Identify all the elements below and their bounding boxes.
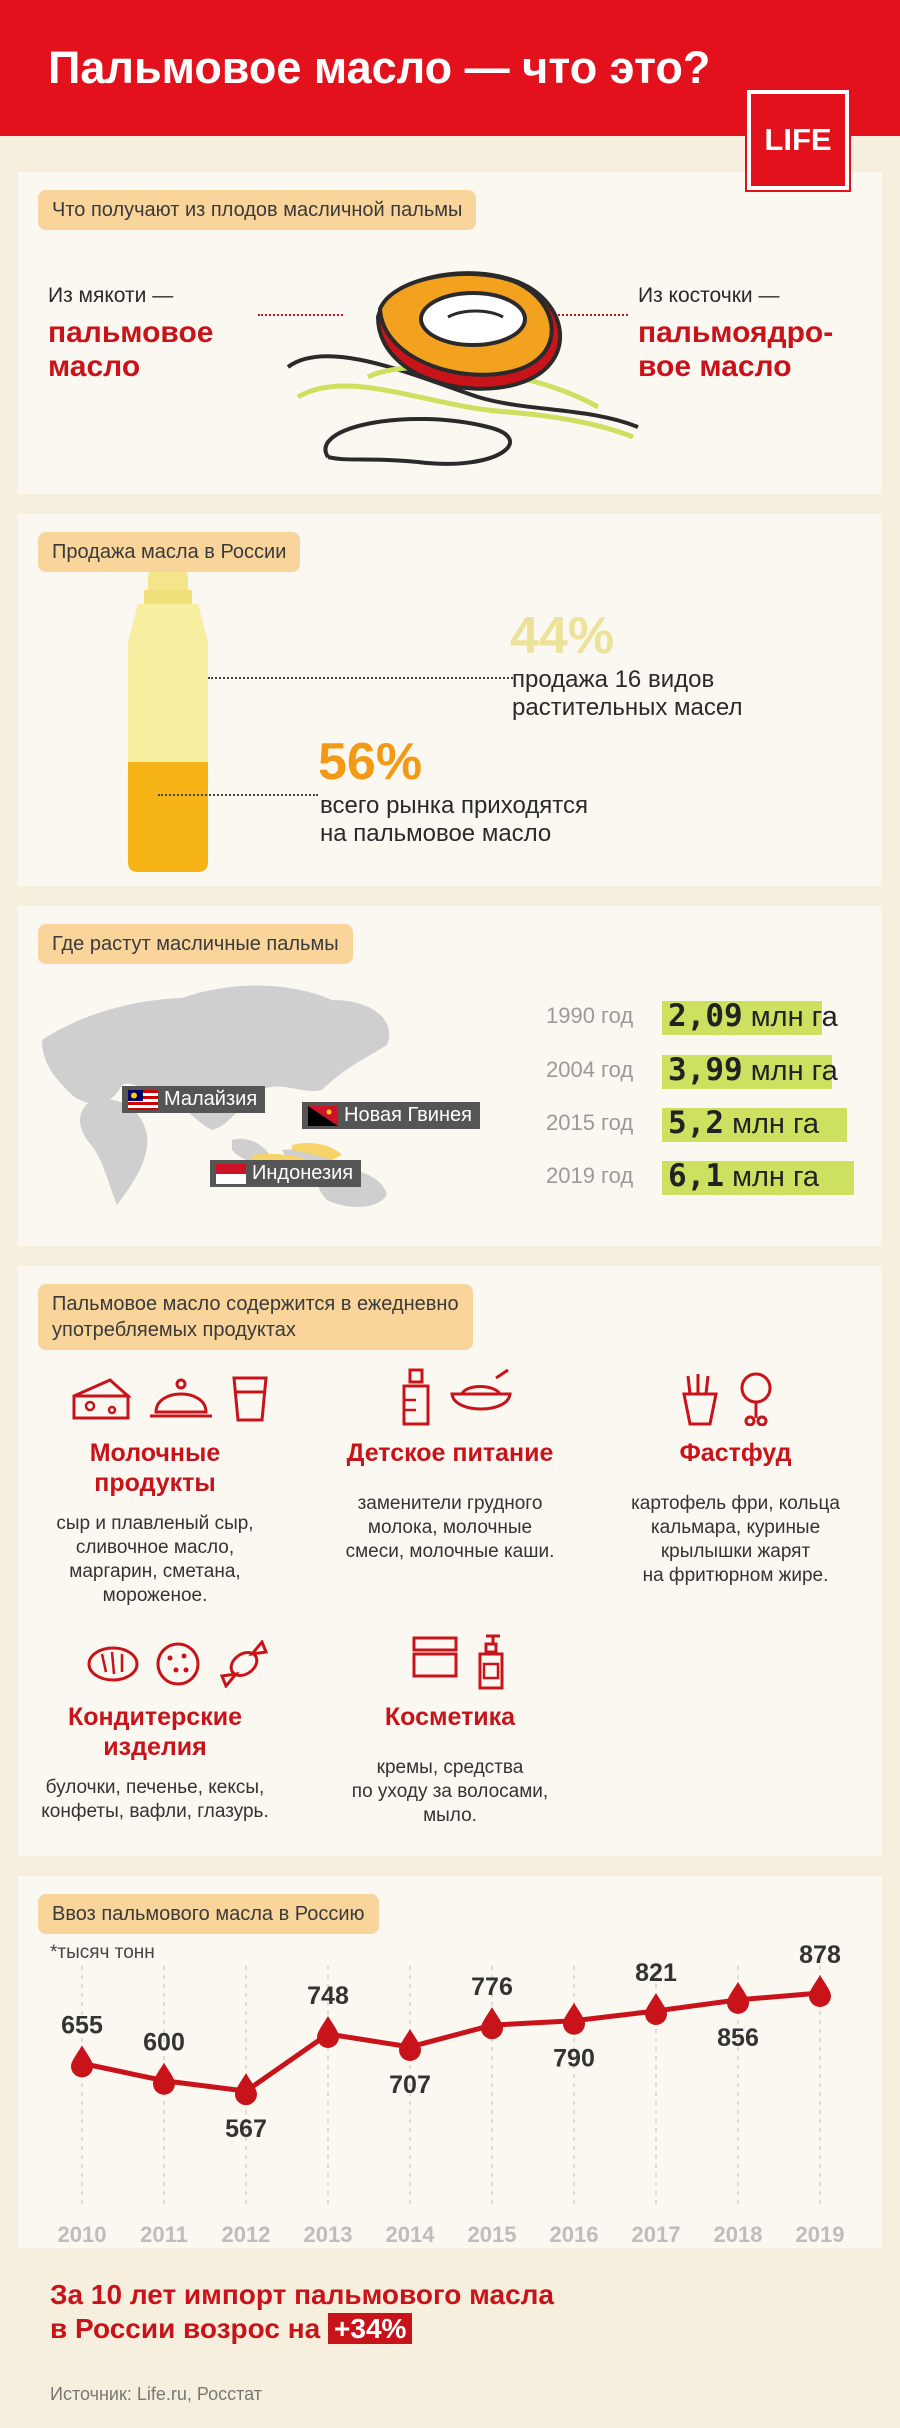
- unit-1990: млн га: [750, 1001, 838, 1033]
- cosmetics-title: Косметика: [384, 1703, 516, 1731]
- candy-icon: [216, 1640, 272, 1688]
- data-label-2012: 567: [225, 2115, 267, 2144]
- x-tick-2013: 2013: [303, 2222, 353, 2247]
- desc-44: [512, 666, 742, 722]
- pointer-56: [158, 794, 318, 796]
- x-tick-2012: 2012: [221, 2222, 271, 2247]
- products-panel: [18, 1266, 882, 1856]
- area-row-2015: [546, 1105, 819, 1141]
- unit-note: *тысяч тонн: [50, 1942, 155, 1963]
- kernel-oil-name-2: вое масло: [638, 350, 792, 383]
- data-point-2012: [235, 2073, 257, 2105]
- unit-2015: млн га: [732, 1108, 820, 1140]
- year-2015: 2015 год: [546, 1110, 634, 1135]
- kernel-caption: Из косточки —: [638, 284, 780, 307]
- sales-panel: [18, 514, 882, 886]
- confectionery-desc: булочки, печенье, кексы, конфеты, вафли, глазурь.: [41, 1777, 269, 1822]
- x-tick-2011: 2011: [140, 2222, 188, 2247]
- data-point-2019: [809, 1975, 831, 2007]
- dairy-desc: сыр и плавленый сыр, сливочное масло, маргарин, сметана, мороженое.: [56, 1513, 254, 1606]
- year-2019: 2019 год: [546, 1163, 634, 1188]
- porridge-bowl-icon: [448, 1368, 514, 1424]
- milk-glass-icon: [230, 1374, 270, 1424]
- data-label-2010: 655: [61, 2011, 103, 2040]
- pulp-caption: Из мякоти —: [48, 284, 174, 307]
- fastfood-desc: картофель фри, кольца кальмара, куриные крылышки жарят на фритюрном жире.: [631, 1493, 840, 1586]
- confectionery-icons: [86, 1640, 272, 1688]
- imports-line-chart: [18, 1876, 882, 2248]
- products-pill: [38, 1284, 473, 1350]
- grow-pill: Где растут масличные пальмы: [38, 924, 353, 964]
- bread-icon: [86, 1640, 140, 1684]
- png-flag-icon: [308, 1106, 338, 1126]
- confectionery-title-2: изделия: [103, 1733, 207, 1761]
- cosmetics-desc: кремы, средства по уходу за волосами, мыло.: [351, 1757, 549, 1826]
- kernel-oil-name-1: пальмоядро-: [638, 316, 834, 349]
- baby-food-desc: заменители грудного молока, молочные смеси, молочные каши.: [345, 1493, 555, 1562]
- x-tick-2015: 2015: [467, 2222, 517, 2247]
- data-label-2017: 821: [635, 1958, 677, 1987]
- cream-jar-icon: [410, 1634, 460, 1680]
- imports-pill: Ввоз пальмового масла в Россию: [38, 1894, 379, 1934]
- data-label-2015: 776: [471, 1973, 513, 2002]
- butter-dish-icon: [146, 1374, 216, 1424]
- value-1990: 2,09: [668, 998, 743, 1034]
- kernel-label: [638, 284, 833, 384]
- value-2015: 5,2: [668, 1105, 724, 1141]
- unit-2004: млн га: [750, 1055, 838, 1087]
- data-point-2016: [563, 2003, 585, 2035]
- cosmetics-icons: [410, 1634, 508, 1690]
- product-confectionery: [30, 1702, 280, 1824]
- imports-panel: [18, 1876, 882, 2248]
- x-tick-2016: 2016: [549, 2222, 599, 2247]
- area-row-1990: [546, 998, 838, 1034]
- desc-56: [320, 792, 588, 848]
- data-point-2014: [399, 2029, 421, 2061]
- unit-2019: млн га: [732, 1161, 820, 1193]
- desc-56-line1: всего рынка приходятся: [320, 792, 588, 819]
- dairy-title-1: Молочные: [89, 1439, 221, 1467]
- data-point-2011: [153, 2063, 175, 2095]
- baby-bottle-icon: [398, 1368, 434, 1428]
- x-tick-2017: 2017: [631, 2222, 681, 2247]
- conclusion-text: [50, 2278, 554, 2346]
- fries-icon: [678, 1372, 722, 1426]
- cheese-icon: [70, 1374, 132, 1424]
- data-label-2018: 856: [717, 2023, 759, 2052]
- malaysia-name: Малайзия: [164, 1088, 258, 1110]
- data-point-2018: [727, 1982, 749, 2014]
- year-1990: 1990 год: [546, 1003, 634, 1028]
- indonesia-flag-icon: [216, 1164, 246, 1184]
- growth-badge: +34%: [328, 2313, 412, 2344]
- products-pill-line1: Пальмовое масло содержится в ежедневно: [52, 1293, 459, 1315]
- data-point-2010: [71, 2045, 93, 2077]
- indonesia-name: Индонезия: [252, 1162, 354, 1184]
- palm-fruit-illustration: [268, 257, 648, 472]
- x-tick-2018: 2018: [713, 2222, 763, 2247]
- conclusion-line1: За 10 лет импорт пальмового масла: [50, 2279, 554, 2310]
- malaysia-flag-icon: [128, 1090, 158, 1110]
- oil-bottle-icon: [108, 572, 228, 872]
- dairy-icons: [70, 1374, 270, 1424]
- life-logo: LIFE: [747, 90, 849, 190]
- desc-44-line1: продажа 16 видов: [512, 666, 715, 693]
- new-guinea-name: Новая Гвинея: [344, 1104, 472, 1126]
- pulp-label: [48, 284, 213, 384]
- year-2004: 2004 год: [546, 1057, 634, 1082]
- fruit-panel: [18, 172, 882, 494]
- pct-56: 56%: [318, 733, 423, 791]
- products-pill-line2: употребляемых продуктах: [52, 1319, 296, 1341]
- data-label-2019: 878: [799, 1940, 841, 1969]
- value-2004: 3,99: [668, 1052, 743, 1088]
- label-malaysia: [122, 1086, 265, 1113]
- fastfood-icons: [678, 1372, 776, 1426]
- conclusion-line2: в России возрос на: [50, 2313, 321, 2344]
- chicken-leg-icon: [736, 1372, 776, 1426]
- fastfood-title: Фастфуд: [679, 1439, 792, 1467]
- x-tick-2010: 2010: [57, 2222, 107, 2247]
- product-fastfood: [608, 1438, 863, 1588]
- sales-pill: Продажа масла в России: [38, 532, 300, 572]
- data-label-2014: 707: [389, 2070, 431, 2099]
- area-row-2004: [546, 1052, 838, 1088]
- baby-food-title: Детское питание: [346, 1439, 554, 1467]
- confectionery-title-1: Кондитерские: [68, 1703, 242, 1731]
- value-2019: 6,1: [668, 1158, 724, 1194]
- data-point-2017: [645, 1993, 667, 2025]
- x-tick-2014: 2014: [385, 2222, 435, 2247]
- conclusion-line2-wrap: [50, 2312, 554, 2346]
- product-cosmetics: [325, 1702, 575, 1828]
- baby-food-icons: [398, 1368, 514, 1428]
- pointer-44: [208, 677, 513, 679]
- label-indonesia: [210, 1160, 361, 1187]
- area-row-2019: [546, 1158, 819, 1194]
- label-new-guinea: [302, 1102, 480, 1129]
- palm-oil-name-1: пальмовое: [48, 316, 214, 349]
- source-note: Источник: Life.ru, Росстат: [50, 2384, 263, 2404]
- imports-series-line: [82, 1993, 820, 2091]
- dairy-title-2: продукты: [94, 1469, 216, 1497]
- data-label-2016: 790: [553, 2044, 595, 2073]
- page-title: Пальмовое масло — что это?: [48, 42, 711, 93]
- pct-44: 44%: [510, 607, 615, 665]
- lotion-bottle-icon: [474, 1634, 508, 1690]
- fruit-pill: Что получают из плодов масличной пальмы: [38, 190, 476, 230]
- cookie-icon: [154, 1640, 202, 1688]
- data-point-2013: [317, 2016, 339, 2048]
- x-tick-2019: 2019: [795, 2222, 845, 2247]
- data-label-2013: 748: [307, 1982, 349, 2010]
- data-point-2015: [481, 2007, 503, 2039]
- palm-oil-name-2: масло: [48, 350, 141, 383]
- desc-56-line2: на пальмовое масло: [320, 820, 552, 847]
- data-label-2011: 600: [143, 2028, 185, 2057]
- product-dairy: [30, 1438, 280, 1608]
- grow-panel: [18, 906, 882, 1246]
- product-baby-food: [325, 1438, 575, 1564]
- desc-44-line2: растительных масел: [512, 694, 743, 721]
